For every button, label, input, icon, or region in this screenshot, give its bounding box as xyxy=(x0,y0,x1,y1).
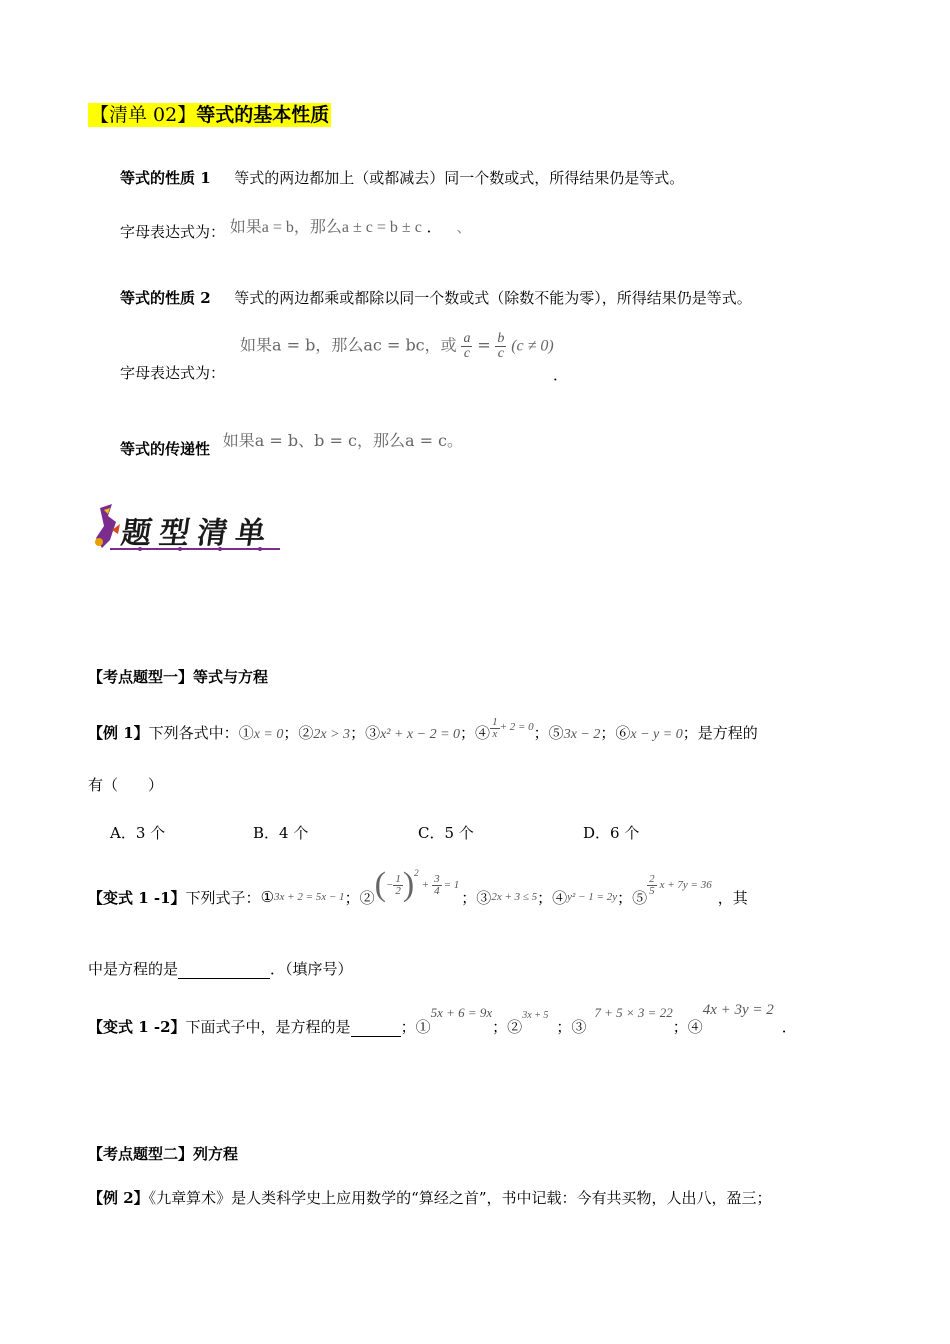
prop2-frac-right xyxy=(495,332,506,361)
ex1-lead: 下列各式中： xyxy=(148,724,239,742)
var1-f5-den: 5 xyxy=(649,884,655,897)
var1-label: 【变式 1 -1】 xyxy=(88,888,186,907)
var1-f2-sign: − xyxy=(385,879,394,891)
var1-f2-num: 1 xyxy=(395,872,401,885)
transitive-line xyxy=(120,428,464,458)
ex1-f5: 3x − 2 xyxy=(563,727,601,742)
var1-f5 xyxy=(647,874,712,897)
var1-line2-a: 中是方程的是 xyxy=(88,960,179,978)
var1-f2-sq: 2 xyxy=(414,868,419,878)
var1-line2 xyxy=(88,958,353,979)
prop2-line xyxy=(120,287,752,308)
prop1-label: 等式的性质 1 xyxy=(120,169,211,187)
transitive-formula: 如果a = b、b = c，那么a = c。 xyxy=(222,431,464,450)
var1-f5-tail: x + 7y = 36 xyxy=(659,879,712,891)
var1-line1 xyxy=(88,866,748,922)
var1-f2-frac xyxy=(393,874,403,897)
prop2-formula xyxy=(240,332,554,361)
var1-f5-frac xyxy=(647,874,657,897)
banner-text: 题型清单 xyxy=(119,516,276,551)
section-title-main: 等式的基本性质 xyxy=(196,104,330,126)
var1-f3: 2x + 3 ≤ 5 xyxy=(491,891,538,903)
prop1-text: 等式的两边都加上（或都减去）同一个数或式，所得结果仍是等式。 xyxy=(234,169,685,187)
option-a: A．3 个 xyxy=(110,824,166,842)
var1-c1: ① xyxy=(260,888,275,906)
prop2-formula-a: 如果a = b，那么ac = bc，或 xyxy=(240,335,457,355)
ex1-tail: ；是方程的 xyxy=(682,724,758,742)
var1-c3: ；③ xyxy=(461,888,492,907)
ex1-f6: x − y = 0 xyxy=(630,727,683,742)
prop1-formula-label: 字母表达式为： xyxy=(120,223,226,241)
ex2-text: 《九章算术》是人类科学史上应用数学的“算经之首”，书中记载：今有共买物，人出八，盈三； xyxy=(148,1189,772,1207)
ex1-f4-num: 1 xyxy=(492,715,498,728)
topic1-title: 【考点题型一】等式与方程 xyxy=(88,668,269,686)
prop1-line xyxy=(120,167,684,188)
var1-f5-num: 2 xyxy=(649,872,655,885)
var1-answer-blank[interactable] xyxy=(178,960,270,979)
section-title xyxy=(88,100,331,127)
ex1-c5: ；⑤ xyxy=(533,724,564,742)
ex1-c1: ① xyxy=(238,724,254,742)
prop2-text: 等式的两边都乘或都除以同一个数或式（除数不能为零），所得结果仍是等式。 xyxy=(234,289,752,307)
var1-c5: ；⑤ xyxy=(617,888,648,907)
var1-f2-frac2 xyxy=(432,874,442,897)
var2-c3: ；③ xyxy=(556,1018,587,1036)
ex1-c2: ；② xyxy=(283,724,314,742)
ex2-line xyxy=(88,1187,772,1208)
topic-banner xyxy=(90,500,280,560)
var1-f2: ( − $\frac{1}{2}$ ) $^2$ + $\frac{3}{4}$ = 1 xyxy=(374,866,460,903)
var2-end: ． xyxy=(781,1018,797,1036)
ex1-f2: 2x > 3 xyxy=(313,727,351,742)
prop2-frac-right-den: c xyxy=(497,346,505,361)
var1-f2-tail: = 1 xyxy=(443,879,460,891)
var1-f4: y² − 1 = 2y xyxy=(567,891,618,903)
prop1-formula-line xyxy=(120,214,472,241)
prop1-end: ． xyxy=(426,218,442,236)
var2-f3: 7 + 5 × 3 = 22 xyxy=(594,1005,673,1020)
ex2-label: 【例 2】 xyxy=(88,1189,149,1207)
option-b: B．4 个 xyxy=(253,824,309,842)
prop1-mark: 、 xyxy=(456,218,472,236)
prop2-end: ． xyxy=(553,366,569,384)
prop2-frac-left xyxy=(461,332,472,361)
prop2-formula-label: 字母表达式为： xyxy=(120,364,226,382)
var2-f1: 5x + 6 = 9x xyxy=(430,1005,493,1020)
ex1-f4-den: x xyxy=(492,727,498,740)
var1-f2-frac2-num: 3 xyxy=(434,872,440,885)
section-title-prefix: 【清单 02】 xyxy=(90,104,197,126)
var1-tail: ，其 xyxy=(717,888,748,907)
var1-f2-den: 2 xyxy=(395,884,401,897)
var2-f2: 3x + 5 xyxy=(522,1010,549,1021)
ex1-line2: 有（ ） xyxy=(88,776,164,794)
ex1-f4-tail: + 2 = 0 xyxy=(499,721,534,733)
var1-c4: ；④ xyxy=(537,888,568,907)
var2-line xyxy=(88,1002,797,1037)
var1-c2: ；② xyxy=(344,888,375,907)
ex1-f3: x² + x − 2 = 0 xyxy=(380,727,461,742)
prop2-eq: = xyxy=(477,335,491,355)
var2-c2: ；② xyxy=(492,1018,523,1036)
prop2-label: 等式的性质 2 xyxy=(120,289,211,307)
var1-lead: 下列式子： xyxy=(185,888,261,907)
var2-answer-blank[interactable] xyxy=(351,1018,401,1037)
var2-lead: 下面式子中，是方程的是 xyxy=(185,1018,351,1036)
prop1-formula: 如果a = b，那么a ± c = b ± c xyxy=(229,219,422,236)
prop2-frac-left-den: c xyxy=(463,346,471,361)
option-c: C．5 个 xyxy=(418,824,474,842)
prop2-frac-right-num: b xyxy=(497,331,505,346)
ex1-c6: ；⑥ xyxy=(600,724,631,742)
section-title-highlight xyxy=(88,103,331,127)
ex1-c4: ；④ xyxy=(460,724,491,742)
var2-c4: ；④ xyxy=(672,1018,703,1036)
topic2-title: 【考点题型二】列方程 xyxy=(88,1145,239,1163)
var1-f2-frac2-den: 4 xyxy=(434,884,440,897)
var1-f1: 3x + 2 = 5x − 1 xyxy=(274,891,345,903)
option-d: D．6 个 xyxy=(583,824,640,842)
ex1-f4-frac xyxy=(490,717,500,740)
prop2-frac-left-num: a xyxy=(463,331,471,346)
var1-line2-b: ．（填序号） xyxy=(270,960,353,978)
var2-label: 【变式 1 -2】 xyxy=(88,1018,186,1036)
prop2-cond: (c ≠ 0) xyxy=(511,337,554,355)
ex1-label: 【例 1】 xyxy=(88,724,149,742)
var2-c1: ；① xyxy=(400,1018,431,1036)
ex1-c3: ；③ xyxy=(350,724,381,742)
ex1-line1 xyxy=(88,715,758,746)
var2-f4: 4x + 3y = 2 xyxy=(702,1002,774,1018)
transitive-label: 等式的传递性 xyxy=(120,440,211,458)
ex1-f1: x = 0 xyxy=(253,727,284,742)
